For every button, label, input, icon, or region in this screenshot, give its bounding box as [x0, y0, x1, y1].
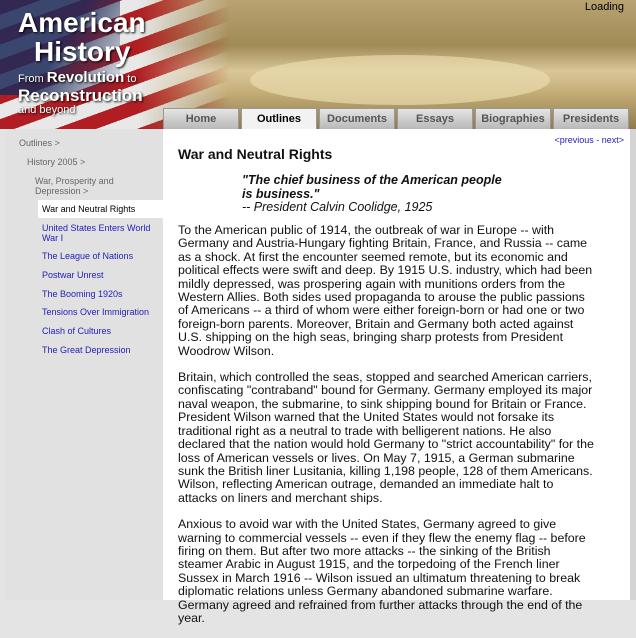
paragraph: Britain, which controlled the seas, stopped and searched American carriers, confiscating "contraband" bound for Germany. Germany employed its major naval weapon, the submarine, to sink shipping bound for Britain or France. President Wilson warned that the United States would not forsake its traditional right as a neutral to trade with belligerent nations. He also declared that the nation would hold Germany to "strict accountability" for the loss of American vessels or lives. On May 7, 1915, a German submarine sunk the British liner Lusitania, killing 1,198 people, 128 of them Americans. Wilson, reflecting American outrage, demanded an immediate halt to attacks on liners and merchant ships.	[178, 370, 594, 505]
breadcrumb-outlines[interactable]: Outlines >	[19, 138, 60, 148]
logo-revolution: Revolution	[46, 69, 125, 86]
logo-line2: History	[34, 36, 131, 67]
logo-reconstruction: Reconstruction	[18, 86, 143, 105]
tab-home[interactable]: Home	[163, 108, 239, 129]
sidebar-link[interactable]: The Great Depression	[42, 345, 131, 355]
quote-attribution: -- President Calvin Coolidge, 1925	[242, 200, 433, 214]
paragraph: Anxious to avoid war with the United States, Germany agreed to give warning to commercial vessels -- even if they flew the enemy flag -- before firing on them. But after two more attacks -- the sinking of the British steamer Arabic in August 1915, and the torpedoing of the French liner Sussex in March 1916 -- Wilson issued an ultimatum threatening to break diplomatic relations unless Germany abandoned submarine warfare. Germany agreed and refrained from further attacks through the end of the year.	[178, 517, 586, 625]
tab-presidents[interactable]: Presidents	[553, 108, 629, 129]
logo-to: to	[127, 73, 137, 85]
tab-essays[interactable]: Essays	[397, 108, 473, 129]
site-logo[interactable]	[18, 8, 146, 116]
pager-separator: -	[593, 135, 602, 145]
breadcrumb-war-prosperity[interactable]: War, Prosperity and Depression >	[35, 176, 114, 196]
logo-beyond: and beyond	[18, 104, 76, 116]
epigraph	[242, 174, 512, 215]
sidebar-item-active: War and Neutral Rights	[38, 200, 163, 218]
article-body	[178, 224, 596, 638]
sidebar	[5, 129, 163, 600]
paragraph: To the American public of 1914, the outbreak of war in Europe -- with Germany and Austria-Hungary fighting Britain, France, and Russia -- came as a shock. At first the encounter seemed remote, but its economic and political effects were swift and deep. By 1915 U.S. industry, which had been mildly depressed, was prospering again with munitions orders from the Western Allies. Both sides used propaganda to arouse the public passions of Americans -- a third of whom were either foreign-born or had one or two foreign-born parents. Moreover, Britain and Germany both acted against U.S. shipping on the high seas, bringing sharp protests from President Woodrow Wilson.	[178, 223, 593, 358]
banner-painting	[250, 55, 550, 105]
next-link[interactable]: next>	[601, 135, 624, 145]
tab-outlines[interactable]: Outlines	[241, 108, 317, 129]
sidebar-link[interactable]: United States Enters World War I	[42, 223, 151, 243]
main-nav-tabs	[163, 108, 629, 129]
sidebar-link[interactable]: The Booming 1920s	[42, 289, 123, 299]
tab-documents[interactable]: Documents	[319, 108, 395, 129]
scrollbar[interactable]	[630, 129, 636, 600]
tab-biographies[interactable]: Biographies	[475, 108, 551, 129]
pager	[554, 135, 624, 145]
sidebar-link[interactable]: Tensions Over Immigration	[42, 307, 150, 317]
sidebar-link[interactable]: Postwar Unrest	[42, 270, 104, 280]
sidebar-link[interactable]: Clash of Cultures	[42, 326, 112, 336]
page-title: War and Neutral Rights	[178, 146, 333, 162]
previous-link[interactable]: <previous	[554, 135, 594, 145]
main-content	[163, 129, 630, 625]
quote-text: "The chief business of the American people is business."	[242, 173, 502, 201]
header-banner	[0, 0, 636, 129]
logo-line3	[18, 70, 146, 87]
logo-from: From	[18, 73, 44, 85]
loading-status: Loading	[584, 1, 624, 13]
breadcrumb-history-2005[interactable]: History 2005 >	[27, 157, 86, 167]
sidebar-link[interactable]: The League of Nations	[42, 251, 134, 261]
logo-line1: American	[18, 7, 146, 38]
